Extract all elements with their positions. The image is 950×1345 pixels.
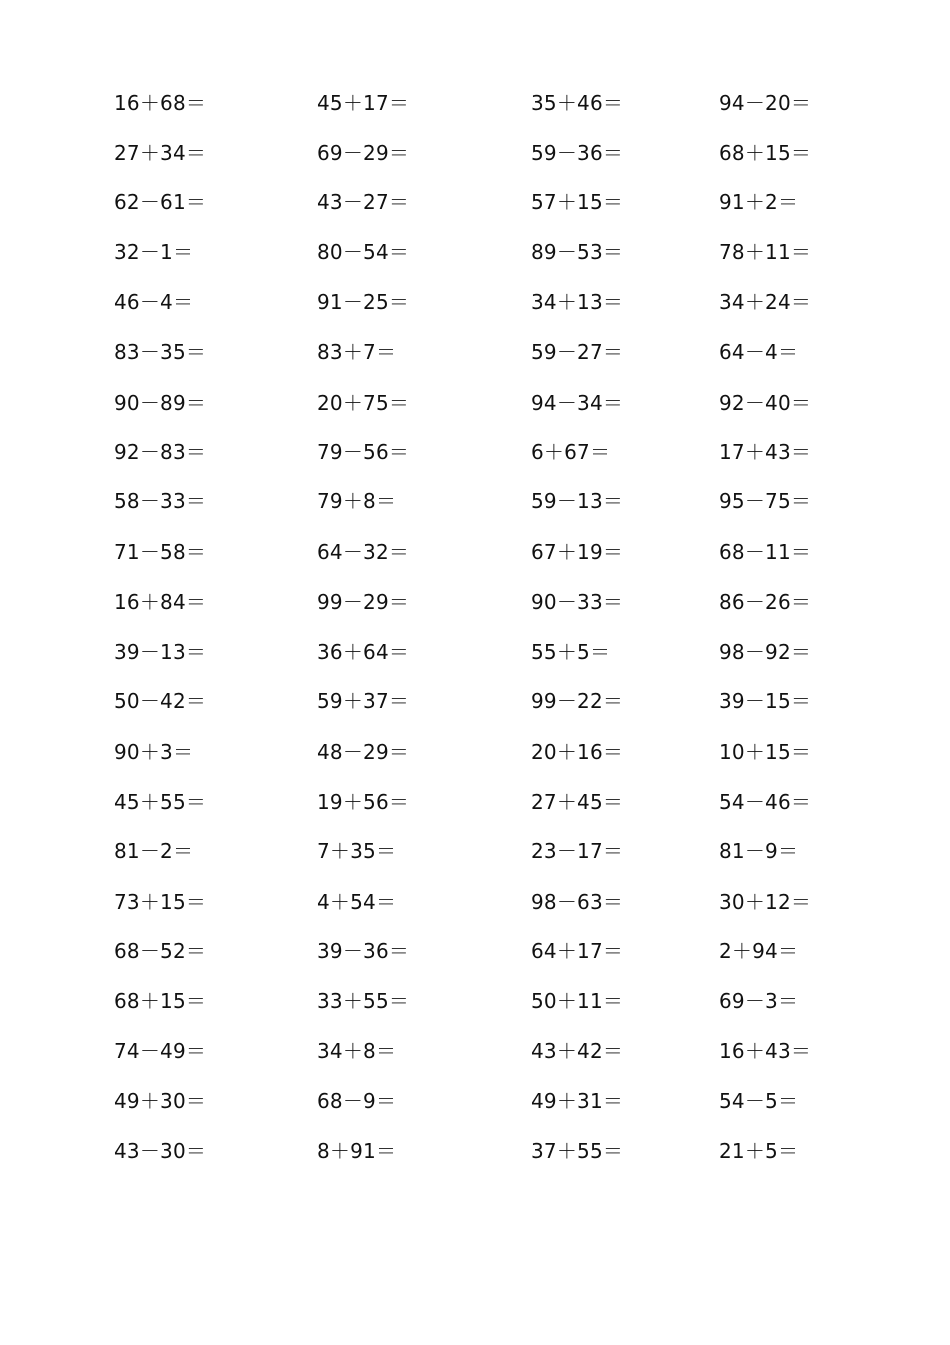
problem-row — [0, 936, 950, 966]
arithmetic-problem: 49＋31＝ — [531, 1089, 624, 1113]
arithmetic-problem: 48－29＝ — [317, 740, 410, 764]
arithmetic-problem: 74－49＝ — [114, 1039, 207, 1063]
arithmetic-problem: 23－17＝ — [531, 839, 624, 863]
arithmetic-problem: 57＋15＝ — [531, 190, 624, 214]
arithmetic-problem: 59＋37＝ — [317, 689, 410, 713]
arithmetic-problem: 90－33＝ — [531, 590, 624, 614]
arithmetic-problem: 16＋84＝ — [114, 590, 207, 614]
arithmetic-problem: 55＋5＝ — [531, 640, 611, 664]
arithmetic-problem: 90＋3＝ — [114, 740, 194, 764]
problem-row — [0, 986, 950, 1016]
problem-row — [0, 1136, 950, 1166]
arithmetic-problem: 64＋17＝ — [531, 939, 624, 963]
arithmetic-problem: 71－58＝ — [114, 540, 207, 564]
problem-row — [0, 836, 950, 866]
problem-row — [0, 686, 950, 716]
arithmetic-problem: 79－56＝ — [317, 440, 410, 464]
problem-row — [0, 887, 950, 917]
arithmetic-problem: 43－27＝ — [317, 190, 410, 214]
arithmetic-problem: 39－15＝ — [719, 689, 812, 713]
problem-row — [0, 637, 950, 667]
arithmetic-problem: 80－54＝ — [317, 240, 410, 264]
arithmetic-problem: 58－33＝ — [114, 489, 207, 513]
problem-row — [0, 337, 950, 367]
arithmetic-problem: 50－42＝ — [114, 689, 207, 713]
arithmetic-problem: 27＋34＝ — [114, 141, 207, 165]
arithmetic-problem: 94－34＝ — [531, 391, 624, 415]
arithmetic-problem: 39－36＝ — [317, 939, 410, 963]
arithmetic-problem: 62－61＝ — [114, 190, 207, 214]
problem-row — [0, 237, 950, 267]
arithmetic-problem: 16＋68＝ — [114, 91, 207, 115]
arithmetic-problem: 27＋45＝ — [531, 790, 624, 814]
arithmetic-problem: 83－35＝ — [114, 340, 207, 364]
arithmetic-problem: 91－25＝ — [317, 290, 410, 314]
arithmetic-problem: 7＋35＝ — [317, 839, 397, 863]
arithmetic-problem: 50＋11＝ — [531, 989, 624, 1013]
arithmetic-problem: 21＋5＝ — [719, 1139, 799, 1163]
problem-row — [0, 787, 950, 817]
arithmetic-problem: 54－46＝ — [719, 790, 812, 814]
arithmetic-problem: 34＋13＝ — [531, 290, 624, 314]
arithmetic-problem: 94－20＝ — [719, 91, 812, 115]
arithmetic-problem: 45＋17＝ — [317, 91, 410, 115]
problem-row — [0, 138, 950, 168]
arithmetic-problem: 81－9＝ — [719, 839, 799, 863]
arithmetic-problem: 39－13＝ — [114, 640, 207, 664]
arithmetic-problem: 6＋67＝ — [531, 440, 611, 464]
problem-row — [0, 388, 950, 418]
problem-row — [0, 88, 950, 118]
arithmetic-problem: 32－1＝ — [114, 240, 194, 264]
arithmetic-problem: 35＋46＝ — [531, 91, 624, 115]
arithmetic-problem: 20＋75＝ — [317, 391, 410, 415]
arithmetic-problem: 68－11＝ — [719, 540, 812, 564]
arithmetic-problem: 68－52＝ — [114, 939, 207, 963]
arithmetic-problem: 49＋30＝ — [114, 1089, 207, 1113]
arithmetic-problem: 86－26＝ — [719, 590, 812, 614]
arithmetic-problem: 43＋42＝ — [531, 1039, 624, 1063]
arithmetic-problem: 59－36＝ — [531, 141, 624, 165]
arithmetic-problem: 68－9＝ — [317, 1089, 397, 1113]
arithmetic-problem: 4＋54＝ — [317, 890, 397, 914]
arithmetic-problem: 79＋8＝ — [317, 489, 397, 513]
arithmetic-problem: 99－29＝ — [317, 590, 410, 614]
arithmetic-problem: 73＋15＝ — [114, 890, 207, 914]
arithmetic-problem: 36＋64＝ — [317, 640, 410, 664]
arithmetic-problem: 17＋43＝ — [719, 440, 812, 464]
arithmetic-problem: 99－22＝ — [531, 689, 624, 713]
problem-row — [0, 537, 950, 567]
arithmetic-problem: 10＋15＝ — [719, 740, 812, 764]
arithmetic-problem: 89－53＝ — [531, 240, 624, 264]
arithmetic-problem: 69－29＝ — [317, 141, 410, 165]
arithmetic-problem: 19＋56＝ — [317, 790, 410, 814]
arithmetic-problem: 33＋55＝ — [317, 989, 410, 1013]
problem-row — [0, 287, 950, 317]
arithmetic-problem: 64－4＝ — [719, 340, 799, 364]
arithmetic-problem: 30＋12＝ — [719, 890, 812, 914]
arithmetic-problem: 34＋8＝ — [317, 1039, 397, 1063]
arithmetic-problem: 16＋43＝ — [719, 1039, 812, 1063]
arithmetic-problem: 98－63＝ — [531, 890, 624, 914]
arithmetic-problem: 20＋16＝ — [531, 740, 624, 764]
arithmetic-problem: 90－89＝ — [114, 391, 207, 415]
arithmetic-problem: 95－75＝ — [719, 489, 812, 513]
arithmetic-problem: 54－5＝ — [719, 1089, 799, 1113]
arithmetic-problem: 64－32＝ — [317, 540, 410, 564]
arithmetic-problem: 68＋15＝ — [719, 141, 812, 165]
arithmetic-problem: 8＋91＝ — [317, 1139, 397, 1163]
arithmetic-problem: 59－13＝ — [531, 489, 624, 513]
arithmetic-problem: 98－92＝ — [719, 640, 812, 664]
arithmetic-problem: 83＋7＝ — [317, 340, 397, 364]
problem-row — [0, 1086, 950, 1116]
problem-row — [0, 587, 950, 617]
arithmetic-problem: 68＋15＝ — [114, 989, 207, 1013]
arithmetic-problem: 37＋55＝ — [531, 1139, 624, 1163]
arithmetic-problem: 69－3＝ — [719, 989, 799, 1013]
problem-row — [0, 1036, 950, 1066]
problem-row — [0, 437, 950, 467]
arithmetic-problem: 78＋11＝ — [719, 240, 812, 264]
arithmetic-problem: 81－2＝ — [114, 839, 194, 863]
arithmetic-problem: 91＋2＝ — [719, 190, 799, 214]
arithmetic-problem: 45＋55＝ — [114, 790, 207, 814]
problem-row — [0, 737, 950, 767]
problem-row — [0, 486, 950, 516]
arithmetic-problem: 92－83＝ — [114, 440, 207, 464]
problem-row — [0, 187, 950, 217]
arithmetic-problem: 59－27＝ — [531, 340, 624, 364]
arithmetic-problem: 46－4＝ — [114, 290, 194, 314]
arithmetic-problem: 92－40＝ — [719, 391, 812, 415]
arithmetic-problem: 43－30＝ — [114, 1139, 207, 1163]
arithmetic-problem: 2＋94＝ — [719, 939, 799, 963]
arithmetic-problem: 34＋24＝ — [719, 290, 812, 314]
arithmetic-problem: 67＋19＝ — [531, 540, 624, 564]
